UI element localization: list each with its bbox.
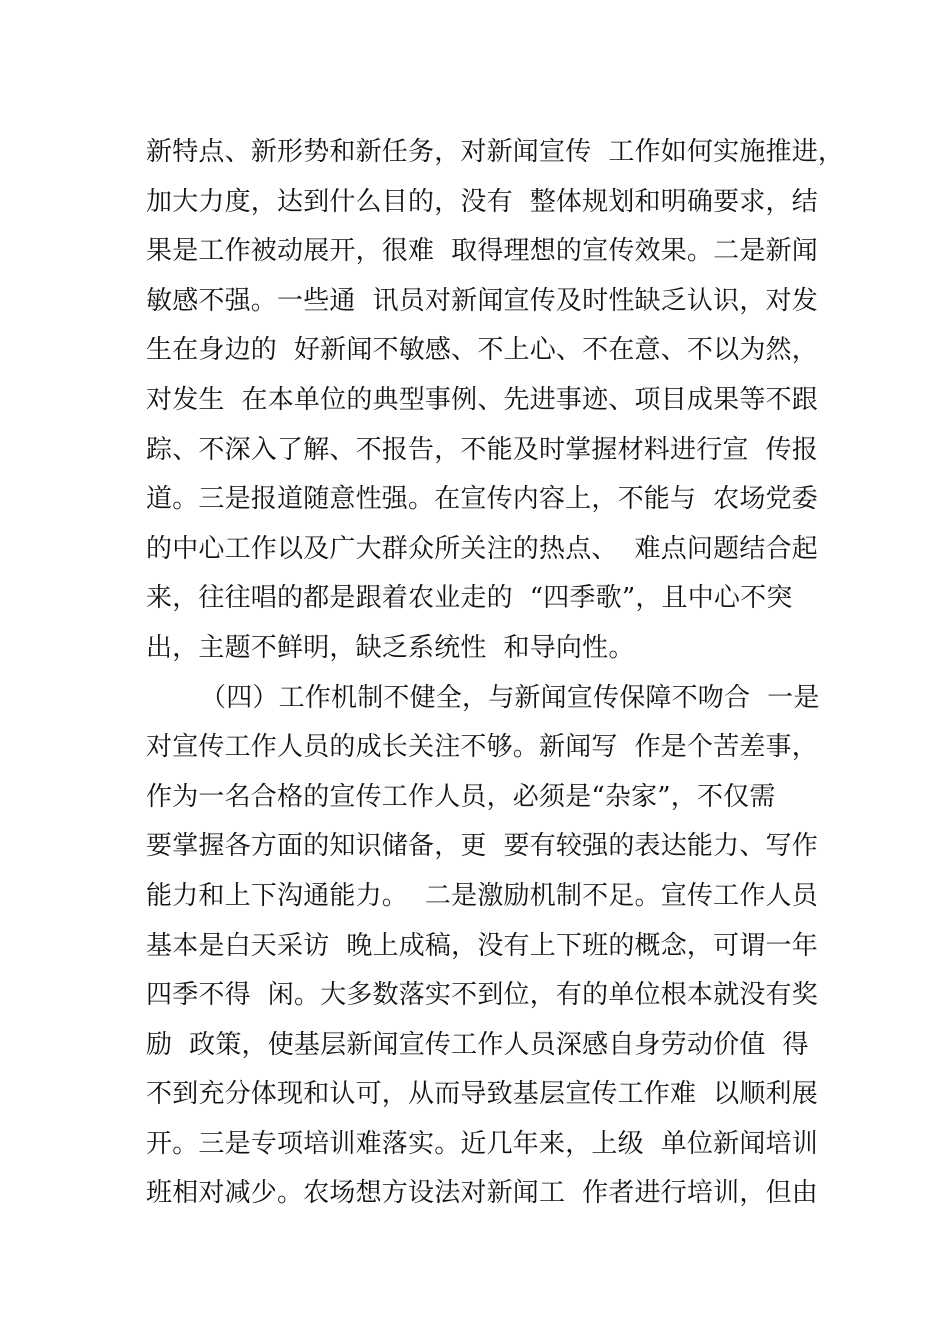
- text-line: 来，往往唱的都是跟着农业走的 “四季歌”，且中心不突: [146, 583, 793, 614]
- text-line: 开。三是专项培训难落实。近几年来，上级 单位新闻培训: [146, 1128, 818, 1159]
- text-line: 的中心工作以及广大群众所关注的热点、 难点问题结合起: [146, 533, 818, 564]
- text-line: 出，主题不鲜明，缺乏系统性 和导向性。: [146, 632, 635, 663]
- text-line: 作为一名合格的宣传工作人员，必须是“杂家”，不仅需: [146, 781, 776, 812]
- text-line: 要掌握各方面的知识储备，更 要有较强的表达能力、写作: [146, 831, 818, 862]
- text-line: 新特点、新形势和新任务，对新闻宣传 工作如何实施推进，: [146, 137, 845, 167]
- text-line: 生在身边的 好新闻不敏感、不上心、不在意、不以为然，: [146, 335, 818, 366]
- text-line: 基本是白天采访 晚上成稿，没有上下班的概念，可谓一年: [146, 930, 818, 961]
- text-line: 加大力度，达到什么目的，没有 整体规划和明确要求，结: [146, 186, 818, 217]
- text-line: 敏感不强。一些通 讯员对新闻宣传及时性缺乏认识，对发: [146, 285, 818, 316]
- text-line: 能力和上下沟通能力。 二是激励机制不足。宣传工作人员: [146, 880, 818, 911]
- text-line: 不到充分体现和认可，从而导致基层宣传工作难 以顺利展: [146, 1079, 818, 1110]
- body-text: [146, 128, 845, 1219]
- text-line: 班相对减少。农场想方设法对新闻工 作者进行培训，但由: [146, 1178, 818, 1209]
- section-heading-line: （四）工作机制不健全，与新闻宣传保障不吻合 一是: [200, 682, 820, 713]
- text-line: 四季不得 闲。大多数落实不到位，有的单位根本就没有奖: [146, 980, 818, 1011]
- text-line: 励 政策，使基层新闻宣传工作人员深感自身劳动价值 得: [146, 1029, 809, 1060]
- text-line: 踪、不深入了解、不报告，不能及时掌握材料进行宣 传报: [146, 434, 818, 465]
- text-line: 果是工作被动展开，很难 取得理想的宣传效果。二是新闻: [146, 236, 818, 267]
- text-line: 对发生 在本单位的典型事例、先进事迹、项目成果等不跟: [146, 384, 818, 415]
- text-line: 道。三是报道随意性强。在宣传内容上，不能与 农场党委: [146, 484, 818, 515]
- text-line: 对宣传工作人员的成长关注不够。新闻写 作是个苦差事，: [146, 732, 818, 763]
